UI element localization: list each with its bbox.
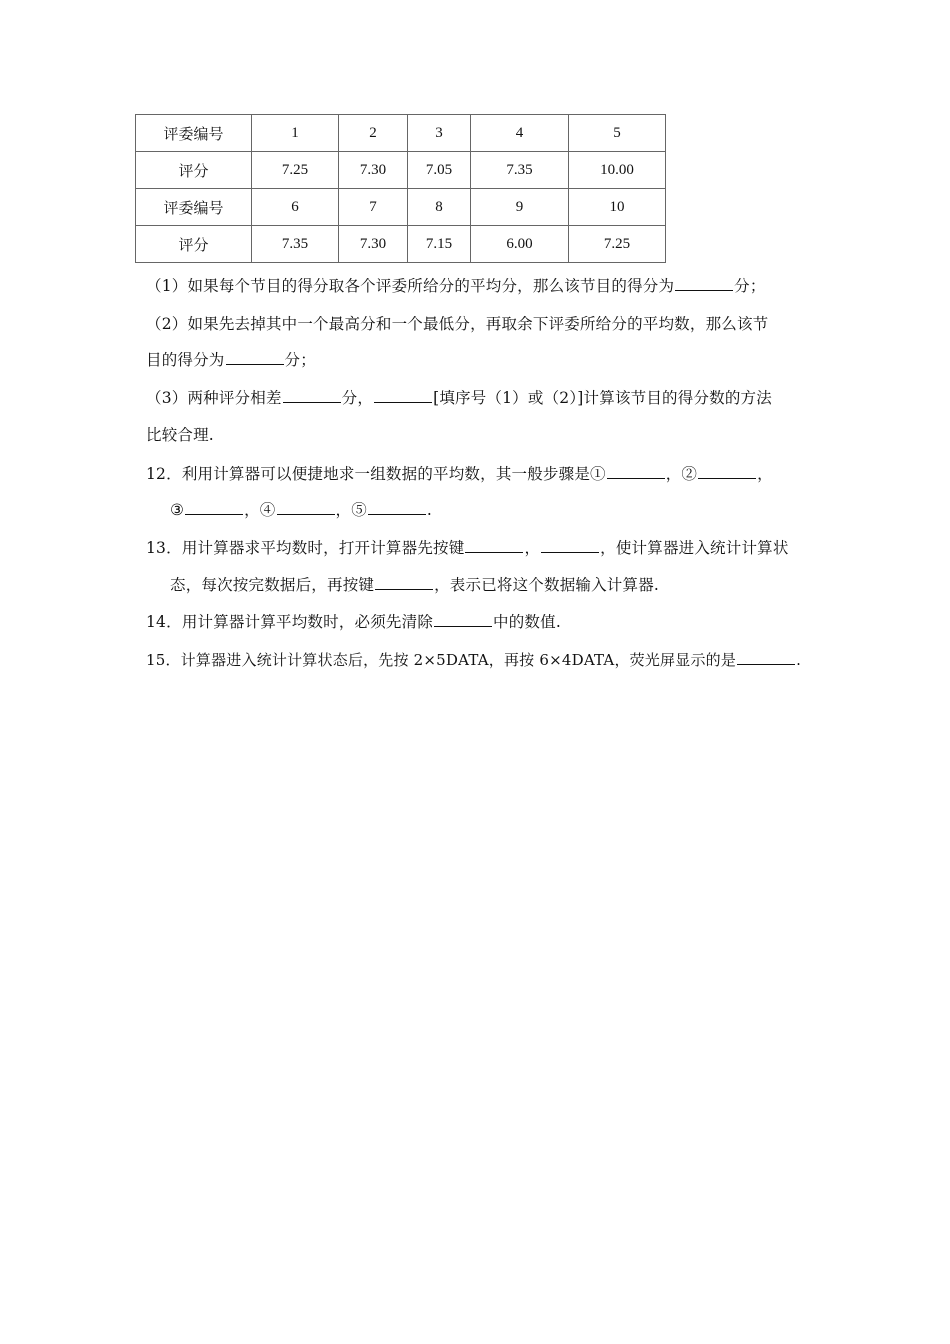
question-text: ， bbox=[757, 465, 773, 483]
table-cell: 5 bbox=[569, 115, 666, 152]
table-row bbox=[136, 115, 666, 152]
table-cell: 7.35 bbox=[252, 226, 339, 263]
answer-blank[interactable] bbox=[375, 575, 433, 590]
answer-blank[interactable] bbox=[226, 350, 284, 365]
question-text: ③ bbox=[170, 501, 185, 519]
question-text: 分， bbox=[341, 389, 374, 407]
question-text: 分； bbox=[284, 351, 316, 369]
question-text: . bbox=[426, 501, 433, 519]
table-cell: 7.25 bbox=[252, 152, 339, 189]
table-cell: 7.35 bbox=[471, 152, 569, 189]
question-text: （1）如果每个节目的得分取各个评委所给分的平均分，那么该节目的得分为 bbox=[146, 277, 675, 295]
question-text: 目的得分为 bbox=[146, 351, 225, 369]
question-text: （3）两种评分相差 bbox=[146, 389, 282, 407]
table-cell: 7 bbox=[339, 189, 408, 226]
table-cell: 8 bbox=[408, 189, 471, 226]
answer-blank[interactable] bbox=[374, 388, 432, 403]
table-cell: 7.15 bbox=[408, 226, 471, 263]
question-text: 分； bbox=[734, 277, 766, 295]
question-13-line-2 bbox=[170, 575, 659, 595]
answer-blank[interactable] bbox=[541, 538, 599, 553]
question-text: ，④ bbox=[244, 501, 276, 519]
question-text: （2）如果先去掉其中一个最高分和一个最低分，再取余下评委所给分的平均数，那么该节 bbox=[146, 315, 769, 333]
question-text: 15．计算器进入统计计算状态后，先按 2×5DATA，再按 6×4DATA，荧光屏显示的是 bbox=[146, 651, 737, 669]
question-12-line-1 bbox=[146, 464, 773, 484]
question-15 bbox=[146, 650, 801, 670]
table-row bbox=[136, 189, 666, 226]
table-cell: 评委编号 bbox=[136, 115, 252, 152]
question-text: 比较合理. bbox=[146, 426, 214, 444]
question-text: . bbox=[796, 651, 802, 669]
question-11-part-3-line-2 bbox=[146, 425, 214, 445]
table-cell: 1 bbox=[252, 115, 339, 152]
question-text: 14．用计算器计算平均数时，必须先清除 bbox=[146, 613, 434, 631]
answer-blank[interactable] bbox=[737, 650, 795, 665]
table-cell: 6 bbox=[252, 189, 339, 226]
table-row bbox=[136, 152, 666, 189]
question-11-part-2-line-1 bbox=[146, 314, 768, 334]
table-cell: 7.30 bbox=[339, 226, 408, 263]
answer-blank[interactable] bbox=[368, 500, 426, 515]
answer-blank[interactable] bbox=[675, 276, 733, 291]
table-cell: 9 bbox=[471, 189, 569, 226]
table-cell: 7.25 bbox=[569, 226, 666, 263]
question-text: ，表示已将这个数据输入计算器. bbox=[434, 576, 660, 594]
question-text: 态，每次按完数据后，再按键 bbox=[170, 576, 375, 594]
question-text: ， bbox=[524, 539, 541, 557]
question-text: ，② bbox=[665, 465, 698, 483]
question-text: 中的数值. bbox=[493, 613, 561, 631]
table-row bbox=[136, 226, 666, 263]
answer-blank[interactable] bbox=[277, 500, 335, 515]
question-text: [填序号（1）或（2）]计算该节目的得分数的方法 bbox=[433, 389, 772, 407]
table-cell: 4 bbox=[471, 115, 569, 152]
table-cell: 3 bbox=[408, 115, 471, 152]
question-11-part-2-line-2 bbox=[146, 350, 316, 370]
question-13-line-1 bbox=[146, 538, 789, 558]
answer-blank[interactable] bbox=[607, 464, 665, 479]
table-cell: 7.30 bbox=[339, 152, 408, 189]
answer-blank[interactable] bbox=[465, 538, 523, 553]
table-cell: 10 bbox=[569, 189, 666, 226]
table-cell: 7.05 bbox=[408, 152, 471, 189]
answer-blank[interactable] bbox=[434, 612, 492, 627]
table-cell: 6.00 bbox=[471, 226, 569, 263]
answer-blank[interactable] bbox=[185, 500, 243, 515]
question-14 bbox=[146, 612, 561, 632]
table-cell: 10.00 bbox=[569, 152, 666, 189]
question-12-line-2 bbox=[170, 500, 432, 520]
question-11-part-3-line-1 bbox=[146, 388, 772, 408]
question-11-part-1 bbox=[146, 276, 766, 296]
answer-blank[interactable] bbox=[698, 464, 756, 479]
table-cell: 评分 bbox=[136, 152, 252, 189]
judge-score-table bbox=[135, 114, 666, 263]
question-text: ，使计算器进入统计计算状 bbox=[600, 539, 789, 557]
question-text: ，⑤ bbox=[335, 501, 367, 519]
answer-blank[interactable] bbox=[283, 388, 341, 403]
question-text: 13．用计算器求平均数时，打开计算器先按键 bbox=[146, 539, 465, 557]
table-cell: 评分 bbox=[136, 226, 252, 263]
question-text: 12．利用计算器可以便捷地求一组数据的平均数，其一般步骤是① bbox=[146, 465, 606, 483]
table-cell: 评委编号 bbox=[136, 189, 252, 226]
table-cell: 2 bbox=[339, 115, 408, 152]
